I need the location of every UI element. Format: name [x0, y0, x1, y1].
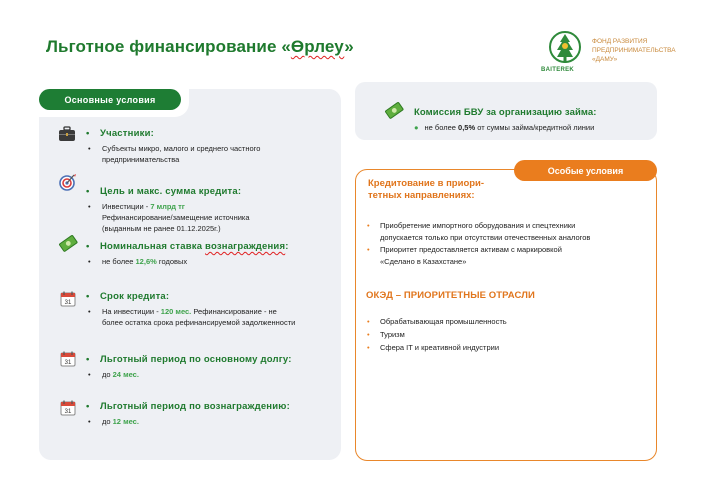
rate-prefix: не более	[102, 257, 136, 266]
rate-title-part: Номинальная ставка	[100, 241, 206, 252]
list-item	[367, 244, 590, 268]
grace-debt-value: 24 мес.	[112, 370, 139, 379]
purpose-invest-line	[86, 201, 250, 212]
briefcase-icon	[57, 124, 77, 144]
commission-line	[414, 123, 594, 132]
purpose-invest-label: Инвестиции -	[102, 202, 151, 211]
commission-suffix: от суммы займа/кредитной линии	[475, 123, 595, 132]
rate-suffix: годовых	[156, 257, 188, 266]
sector-list	[367, 315, 507, 354]
term-line	[86, 306, 295, 317]
purpose-line: Рефинансирование/замещение источника	[102, 213, 250, 222]
term-prefix: На инвестиции -	[102, 307, 161, 316]
list-item: • Обрабатывающая промышленность	[367, 315, 507, 328]
fund-name-line: ФОНД РАЗВИТИЯ	[592, 38, 648, 45]
title-text: Льготное финансирование «	[46, 37, 291, 56]
participants-line: • Субъекты микро, малого и среднего частного	[86, 143, 260, 154]
list-item-line: • Приобретение импортного оборудования и спецтехники	[380, 221, 576, 230]
money-icon	[384, 100, 404, 120]
special-title-line: Кредитование в приори-	[368, 178, 485, 189]
list-item-line: «Сделано в Казахстане»	[380, 257, 467, 266]
special-items	[367, 220, 590, 268]
participants-title: • Участники:	[86, 128, 260, 139]
svg-text:31: 31	[64, 360, 72, 366]
grace-debt-line	[86, 369, 292, 380]
grace-reward-line	[86, 416, 290, 427]
list-item-line: допускается только при отсутствии отечественных аналогов	[380, 233, 591, 242]
grace-debt-prefix: до	[102, 370, 113, 379]
participants-section	[86, 128, 260, 165]
participants-line: предпринимательства	[102, 155, 180, 164]
special-conditions-tab: Особые условия	[514, 160, 657, 181]
fund-name-line: ПРЕДПРИНИМАТЕЛЬСТВА	[592, 47, 676, 54]
logo-caption: BAITEREK	[541, 67, 575, 73]
calendar-icon	[58, 398, 78, 418]
grace-reward-title: • Льготный период по вознаграждению:	[86, 401, 290, 412]
special-title-line: тетных направлениях:	[368, 190, 475, 201]
term-refinance: Рефинансирование - не	[191, 307, 277, 316]
commission-prefix: не более	[424, 123, 459, 132]
list-item	[367, 220, 590, 244]
purpose-invest-value: 7 млрд тг	[150, 202, 185, 211]
title-text-end: »	[344, 37, 354, 56]
grace-reward-prefix: до	[102, 417, 113, 426]
list-item: • Сфера IT и креативной индустрии	[367, 341, 507, 354]
main-conditions-tab: Основные условия	[39, 89, 181, 110]
fund-name-line: «ДАМУ»	[592, 56, 618, 63]
term-value: 120 мес.	[160, 307, 192, 316]
term-title: • Срок кредита:	[86, 291, 295, 302]
svg-text:31: 31	[64, 300, 72, 306]
purpose-line: (выданным не ранее 01.12.2025г.)	[102, 224, 221, 233]
purpose-title: • Цель и макс. сумма кредита:	[86, 186, 250, 197]
grace-reward-value: 12 мес.	[112, 417, 139, 426]
rate-line	[86, 256, 289, 267]
commission-value: 0,5%	[458, 123, 476, 132]
money-icon	[58, 233, 78, 253]
rate-section	[86, 241, 289, 267]
list-item-line: • Приоритет предоставляется активам с маркировкой	[380, 245, 562, 254]
title-brand: Өрлеу	[290, 37, 345, 56]
grace-reward-section	[86, 401, 290, 427]
bullet-icon: ●	[414, 123, 419, 132]
calendar-icon	[58, 349, 78, 369]
rate-title	[86, 241, 289, 252]
term-line: более остатка срока рефинансируемой задолженности	[102, 318, 296, 327]
page-title	[46, 37, 354, 57]
grace-debt-section	[86, 354, 292, 380]
rate-value: 12,6%	[135, 257, 157, 266]
rate-title-part: вознаграждения	[205, 241, 286, 252]
rate-title-part: :	[285, 241, 289, 252]
okved-title: ОКЭД – ПРИОРИТЕТНЫЕ ОТРАСЛИ	[366, 290, 535, 301]
grace-debt-title: • Льготный период по основному долгу:	[86, 354, 292, 365]
fund-name	[592, 37, 692, 64]
target-icon	[57, 172, 77, 192]
list-item: • Туризм	[367, 328, 507, 341]
calendar-icon	[58, 289, 78, 309]
special-title	[368, 178, 484, 202]
commission-title: Комиссия БВУ за организацию займа:	[414, 107, 597, 118]
term-section	[86, 291, 295, 328]
purpose-section	[86, 186, 250, 234]
svg-text:31: 31	[64, 409, 72, 415]
